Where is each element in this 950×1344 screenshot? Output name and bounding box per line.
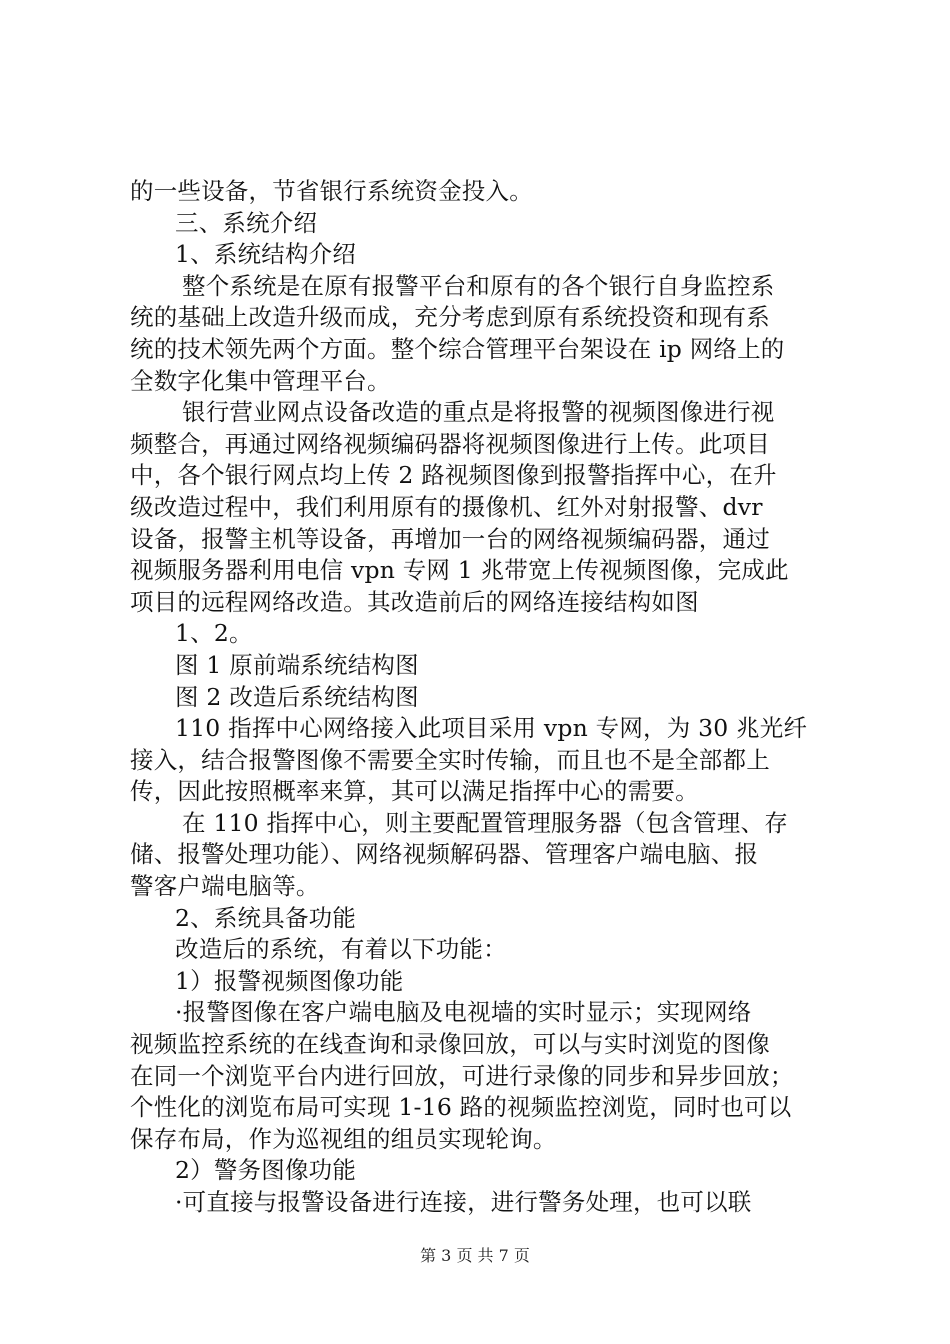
text-line: 1、系统结构介绍 <box>175 240 357 269</box>
text-line: ·报警图像在客户端电脑及电视墙的实时显示；实现网络 <box>175 998 752 1027</box>
text-line: 警客户端电脑等。 <box>130 872 320 901</box>
text-line: 统的基础上改造升级而成，充分考虑到原有系统投资和现有系 <box>130 303 770 332</box>
text-line: 频整合，再通过网络视频编码器将视频图像进行上传。此项目 <box>130 429 770 458</box>
text-line: 改造后的系统，有着以下功能： <box>175 935 507 964</box>
text-line: 接入，结合报警图像不需要全实时传输，而且也不是全部都上 <box>130 745 770 774</box>
text-line: 在同一个浏览平台内进行回放，可进行录像的同步和异步回放； <box>130 1061 794 1090</box>
text-line: 级改造过程中，我们利用原有的摄像机、红外对射报警、dvr <box>130 492 763 521</box>
text-line: 传，因此按照概率来算，其可以满足指挥中心的需要。 <box>130 777 699 806</box>
text-line: 项目的远程网络改造。其改造前后的网络连接结构如图 <box>130 587 699 616</box>
text-line: 全数字化集中管理平台。 <box>130 366 391 395</box>
document-body <box>130 176 830 1219</box>
text-line: 设备，报警主机等设备，再增加一台的网络视频编码器，通过 <box>130 524 770 553</box>
text-line: 视频监控系统的在线查询和录像回放，可以与实时浏览的图像 <box>130 1030 770 1059</box>
text-line: 银行营业网点设备改造的重点是将报警的视频图像进行视 <box>182 398 775 427</box>
text-line: 整个系统是在原有报警平台和原有的各个银行自身监控系 <box>182 271 775 300</box>
text-line: 2）警务图像功能 <box>175 1156 357 1185</box>
text-line: ·可直接与报警设备进行连接，进行警务处理，也可以联 <box>175 1188 752 1216</box>
text-line: 图 1 原前端系统结构图 <box>175 650 419 679</box>
text-line: 的一些设备，节省银行系统资金投入。 <box>130 177 533 205</box>
text-line: 视频服务器利用电信 vpn 专网 1 兆带宽上传视频图像，完成此 <box>130 556 789 585</box>
text-line: 统的技术领先两个方面。整个综合管理平台架设在 ip 网络上的 <box>130 334 785 363</box>
text-line: 在 110 指挥中心，则主要配置管理服务器（包含管理、存 <box>182 808 788 837</box>
text-line: 个性化的浏览布局可实现 1-16 路的视频监控浏览，同时也可以 <box>130 1093 792 1122</box>
text-line: 图 2 改造后系统结构图 <box>175 682 419 711</box>
text-line: 三、系统介绍 <box>175 208 318 237</box>
text-line: 储、报警处理功能）、网络视频解码器、管理客户端电脑、报 <box>130 840 759 869</box>
text-line: 中，各个银行网点均上传 2 路视频图像到报警指挥中心，在升 <box>130 461 777 490</box>
page-footer: 第 3 页 共 7 页 <box>420 1246 530 1265</box>
text-line: 1）报警视频图像功能 <box>175 966 404 995</box>
text-line: 保存布局，作为巡视组的组员实现轮询。 <box>130 1124 557 1153</box>
text-line: 2、系统具备功能 <box>175 903 357 932</box>
text-line: 110 指挥中心网络接入此项目采用 vpn 专网，为 30 兆光纤 <box>175 714 808 743</box>
text-line: 1、2。 <box>175 619 253 648</box>
